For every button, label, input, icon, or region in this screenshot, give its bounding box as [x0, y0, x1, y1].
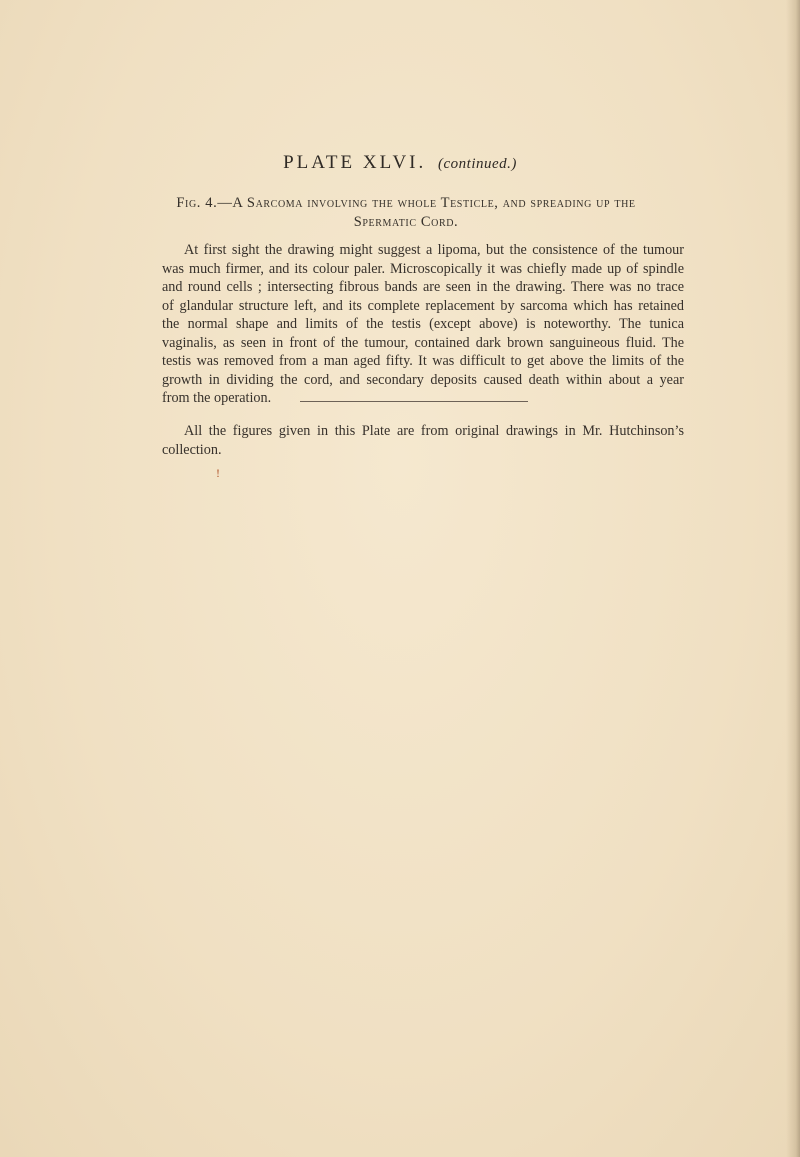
figure-heading	[160, 194, 652, 232]
paragraph-line: the normal shape and limits of the testis (except above) is noteworthy. The tunica	[162, 316, 684, 332]
figure-heading-line: Spermatic Cord.	[353, 214, 459, 230]
description-paragraph	[162, 241, 684, 408]
paragraph-line: growth in dividing the cord, and secondary deposits caused death within about a year	[162, 371, 684, 388]
paragraph-line: vaginalis, as seen in front of the tumour, contained dark brown sanguineous fluid. The	[162, 334, 684, 351]
plate-number: PLATE XLVI.	[283, 152, 427, 173]
margin-mark: !	[216, 466, 220, 480]
plate-title	[0, 152, 800, 174]
paragraph-line: from the operation.	[162, 390, 272, 406]
paragraph-line: was much firmer, and its colour paler. Microscopically it was chiefly made up of spindle	[162, 260, 684, 277]
paragraph-line: and round cells ; intersecting fibrous bands are seen in the drawing. There was no trace	[162, 279, 684, 295]
paragraph-line: of glandular structure left, and its complete replacement by sarcoma which has retained	[162, 297, 684, 314]
paragraph-line: collection.	[162, 441, 222, 458]
paragraph-line: All the figures given in this Plate are from original drawings in Mr. Hutchinson’s	[184, 423, 684, 439]
plate-continued: (continued.)	[438, 156, 517, 172]
figure-heading-line: Fig. 4.—A Sarcoma involving the whole Testicle, and spreading up the	[176, 195, 636, 211]
paragraph-line: testis was removed from a man aged fifty. It was difficult to get above the limits of the	[162, 353, 684, 369]
section-divider	[300, 401, 528, 402]
paragraph-line: At first sight the drawing might suggest a lipoma, but the consistence of the tumour	[184, 242, 684, 258]
attribution-paragraph	[162, 422, 684, 459]
